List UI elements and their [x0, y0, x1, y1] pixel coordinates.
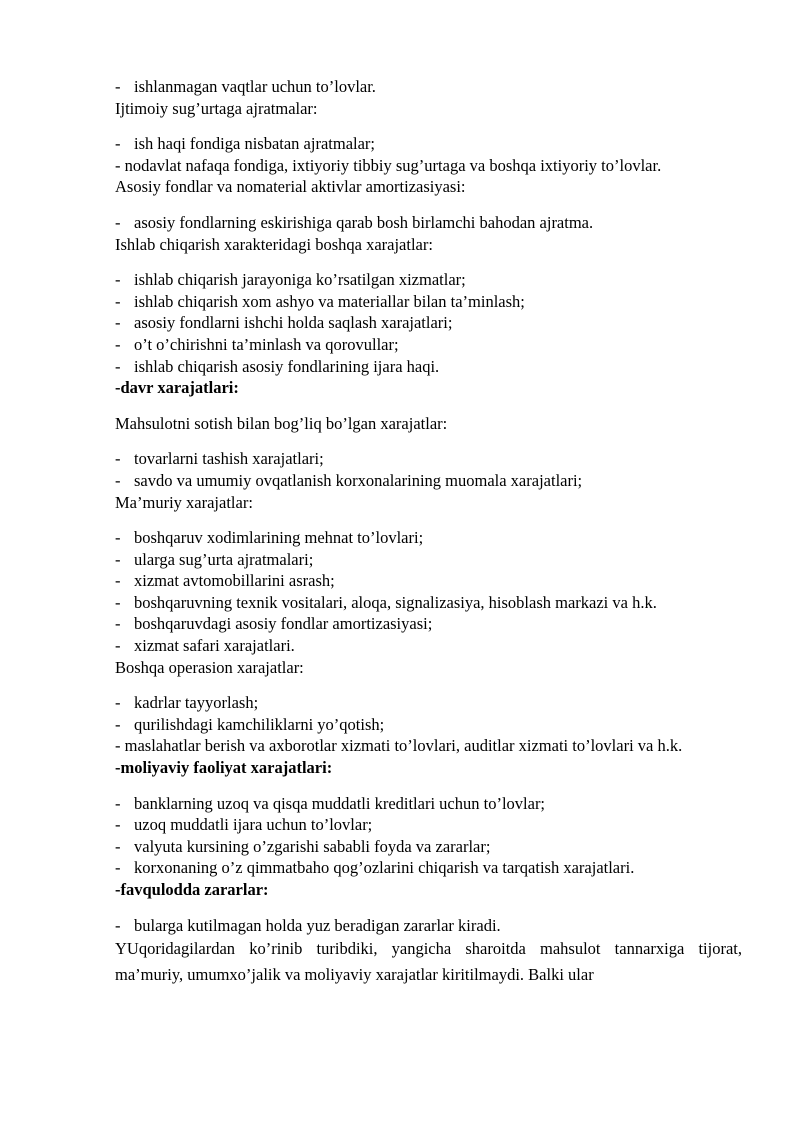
list-item-text: valyuta kursining o’zgarishi sababli foyda va zararlar; [134, 836, 491, 856]
list-item-text: boshqaruvdagi asosiy fondlar amortizasiyasi; [134, 614, 433, 634]
list-item-text: boshqaruv xodimlarining mehnat to’lovlari; [134, 528, 424, 548]
list-item-text: kadrlar tayyorlash; [134, 693, 259, 713]
section-label: Asosiy fondlar va nomaterial aktivlar amortizasiyasi: [115, 177, 466, 197]
list-item [115, 448, 742, 470]
bold-heading: -davr xarajatlari: [115, 378, 239, 398]
list-item [115, 814, 742, 836]
list-item [115, 836, 742, 858]
dash-marker: - [115, 636, 121, 656]
dash-marker: - [115, 77, 121, 96]
section-label: Ishlab chiqarish xarakteridagi boshqa xarajatlar: [115, 234, 433, 254]
list-item-text: boshqaruvning texnik vositalari, aloqa, signalizasiya, hisoblash markazi va h.k. [134, 592, 657, 612]
dash-marker: - [115, 549, 121, 569]
dash-marker: - [115, 356, 121, 376]
list-item-text: ishlanmagan vaqtlar uchun to’lovlar. [134, 77, 376, 96]
list-item-text: ularga sug’urta ajratmalari; [134, 549, 314, 569]
list-item-text: o’t o’chirishni ta’minlash va qorovullar; [134, 334, 399, 354]
dash-marker: - [115, 528, 121, 548]
list-item-wrapped: - maslahatlar berish va axborotlar xizmati to’lovlari, auditlar xizmati to’lovlari va h.k. [115, 736, 683, 756]
list-item [115, 356, 742, 378]
list-item [115, 291, 742, 313]
list-item-text: asosiy fondlarni ishchi holda saqlash xarajatlari; [134, 313, 453, 333]
list-item [115, 549, 742, 571]
dash-marker: - [115, 313, 121, 333]
dash-marker: - [115, 212, 121, 232]
list-item-text: qurilishdagi kamchiliklarni yo’qotish; [134, 714, 385, 734]
list-item-text: ishlab chiqarish xom ashyo va materiallar bilan ta’minlash; [134, 291, 525, 311]
list-item [115, 133, 742, 155]
dash-marker: - [115, 134, 121, 154]
list-item-text: bularga kutilmagan holda yuz beradigan zararlar kiradi. [134, 915, 501, 935]
section-label: Boshqa operasion xarajatlar: [115, 657, 304, 677]
list-item [115, 915, 742, 937]
dash-marker: - [115, 270, 121, 290]
document-page [115, 76, 742, 988]
list-item [115, 269, 742, 291]
list-item-text: korxonaning o’z qimmatbaho qog’ozlarini chiqarish va tarqatish xarajatlari. [134, 858, 635, 878]
dash-marker: - [115, 915, 121, 935]
dash-marker: - [115, 334, 121, 354]
list-item-text: ish haqi fondiga nisbatan ajratmalar; [134, 134, 376, 154]
dash-marker: - [115, 714, 121, 734]
list-item [115, 312, 742, 334]
list-item-text: savdo va umumiy ovqatlanish korxonalarining muomala xarajatlari; [134, 470, 583, 490]
list-item-text: uzoq muddatli ijara uchun to’lovlar; [134, 815, 373, 835]
dash-marker: - [115, 793, 121, 813]
dash-marker: - [115, 693, 121, 713]
list-item-text: ishlab chiqarish jarayoniga ko’rsatilgan xizmatlar; [134, 270, 466, 290]
dash-marker: - [115, 836, 121, 856]
list-item [115, 692, 742, 714]
list-item [115, 470, 742, 492]
list-item [115, 527, 742, 549]
list-item [115, 570, 742, 592]
list-item [115, 76, 742, 98]
dash-marker: - [115, 470, 121, 490]
list-item-wrapped: - nodavlat nafaqa fondiga, ixtiyoriy tibbiy sug’urtaga va boshqa ixtiyoriy to’lovlar. [115, 155, 662, 175]
list-item [115, 635, 742, 657]
list-item [115, 334, 742, 356]
dash-marker: - [115, 815, 121, 835]
list-item [115, 793, 742, 815]
dash-marker: - [115, 449, 121, 469]
dash-marker: - [115, 592, 121, 612]
list-item-text: banklarning uzoq va qisqa muddatli kreditlari uchun to’lovlar; [134, 793, 546, 813]
list-item [115, 592, 742, 614]
list-item [115, 613, 742, 635]
body-paragraph: YUqoridagilardan ko’rinib turibdiki, yangicha sharoitda mahsulot tannarxiga tijorat, ma’muriy, umumxo’jalik va moliyaviy xarajatlar kiritilmaydi. Balki ular [115, 939, 742, 985]
section-label: Mahsulotni sotish bilan bog’liq bo’lgan xarajatlar: [115, 413, 448, 433]
dash-marker: - [115, 291, 121, 311]
list-item-text: tovarlarni tashish xarajatlari; [134, 449, 324, 469]
bold-heading: -favqulodda zararlar: [115, 880, 269, 899]
list-item-text: xizmat avtomobillarini asrash; [134, 571, 335, 591]
section-label: Ma’muriy xarajatlar: [115, 492, 253, 512]
section-label: Ijtimoiy sug’urtaga ajratmalar: [115, 98, 318, 118]
list-item-text: ishlab chiqarish asosiy fondlarining ijara haqi. [134, 356, 440, 376]
list-item-text: asosiy fondlarning eskirishiga qarab bosh birlamchi bahodan ajratma. [134, 212, 594, 232]
list-item-text: xizmat safari xarajatlari. [134, 636, 295, 656]
dash-marker: - [115, 571, 121, 591]
list-item [115, 714, 742, 736]
dash-marker: - [115, 858, 121, 878]
dash-marker: - [115, 614, 121, 634]
list-item [115, 212, 742, 234]
list-item [115, 857, 742, 879]
bold-heading: -moliyaviy faoliyat xarajatlari: [115, 758, 333, 778]
